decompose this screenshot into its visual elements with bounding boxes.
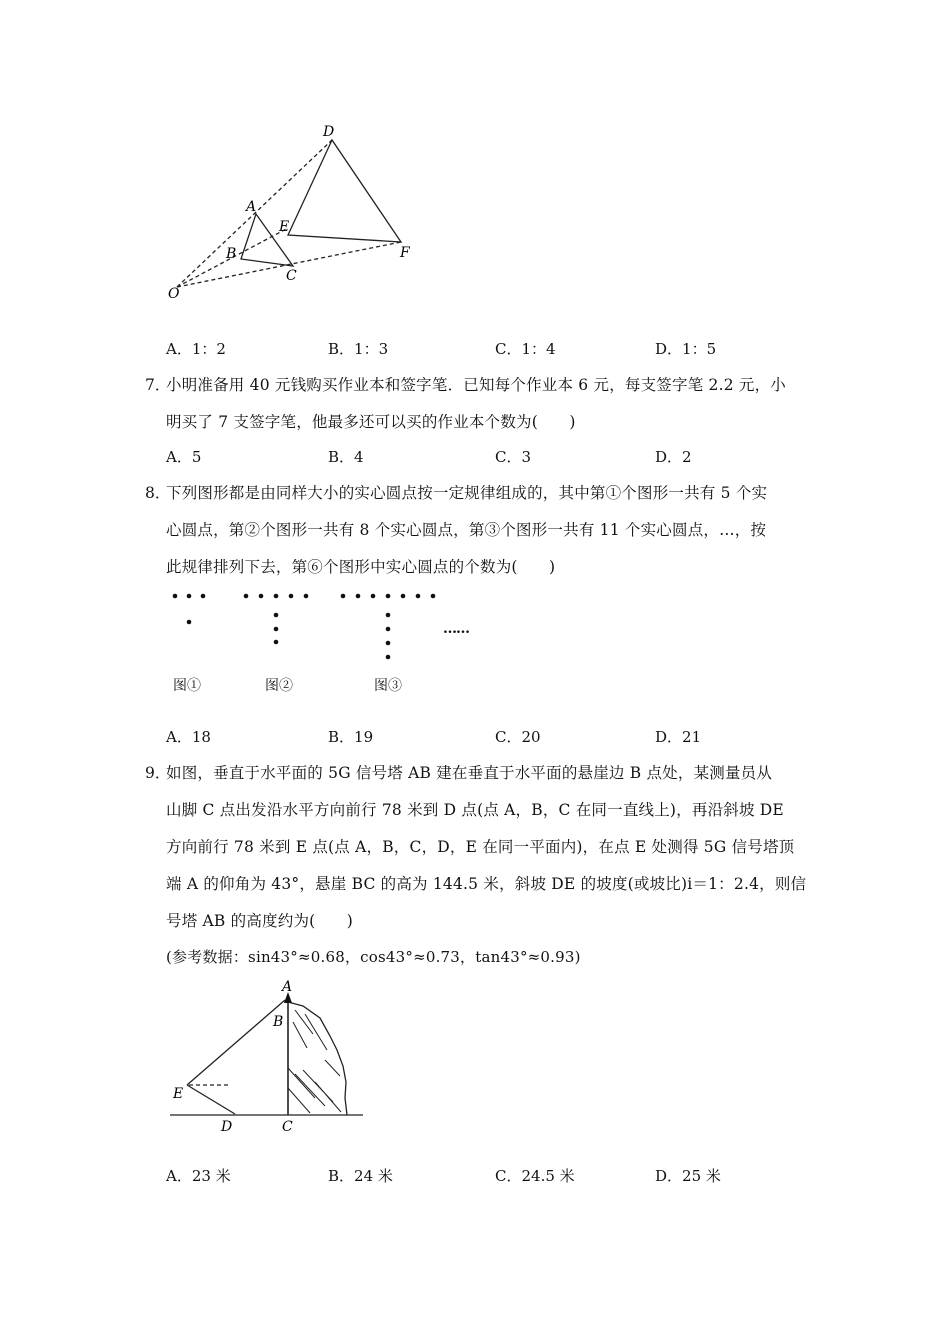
q8-dot-figures [165, 585, 485, 670]
q9-line-4: 端 A 的仰角为 43°，悬崖 BC 的高为 144.5 米，斜坡 DE 的坡度(或坡比)i＝1：2.4，则信 [166, 875, 807, 893]
triangle-def [288, 140, 401, 242]
q9-option-b[interactable]: B．24 米 [328, 1167, 393, 1185]
q8-caption-1: 图① [173, 678, 201, 694]
q8-caption-2: 图② [265, 678, 293, 694]
cliff-hatching [288, 1010, 341, 1113]
q6-option-a[interactable]: A．1：2 [166, 340, 226, 358]
label-d: D [323, 124, 335, 140]
q7-option-a[interactable]: A．5 [166, 448, 202, 466]
label-e: E [173, 1086, 184, 1102]
q6-option-d[interactable]: D．1：5 [655, 340, 717, 358]
sight-line [187, 1000, 285, 1085]
q9-number: 9． [145, 764, 171, 782]
label-b: B [273, 1014, 284, 1030]
q8-caption-3: 图③ [374, 678, 402, 694]
q7-number: 7． [145, 376, 171, 394]
q9-line-2: 山脚 C 点出发沿水平方向前行 78 米到 D 点(点 A，B，C 在同一直线上)，再沿斜坡 DE [166, 801, 784, 819]
q9-option-a[interactable]: A．23 米 [166, 1167, 231, 1185]
q9-line-5: 号塔 AB 的高度约为( ) [166, 912, 354, 930]
q7-line-1: 小明准备用 40 元钱购买作业本和签字笔．已知每个作业本 6 元，每支签字笔 2.2 元，小 [166, 376, 786, 394]
q8-number: 8． [145, 484, 171, 502]
q8-ellipsis: …… [443, 621, 469, 637]
label-c: C [286, 268, 297, 284]
label-b: B [226, 246, 237, 262]
q7-option-b[interactable]: B．4 [328, 448, 364, 466]
label-o: O [168, 286, 180, 302]
label-f: F [400, 245, 410, 261]
q8-line-3: 此规律排列下去，第⑥个图形中实心圆点的个数为( ) [166, 558, 556, 576]
label-d: D [221, 1119, 233, 1135]
label-c: C [282, 1119, 293, 1135]
q9-option-c[interactable]: C．24.5 米 [495, 1167, 575, 1185]
q8-option-a[interactable]: A．18 [166, 728, 211, 746]
q9-line-1: 如图，垂直于水平面的 5G 信号塔 AB 建在垂直于水平面的悬崖边 B 点处，某测量员从 [166, 764, 773, 782]
label-a: A [282, 979, 293, 995]
q9-reference: (参考数据：sin43°≈0.68，cos43°≈0.73，tan43°≈0.93) [166, 948, 581, 966]
q6-figure [160, 118, 420, 308]
label-a: A [246, 199, 257, 215]
q6-option-b[interactable]: B．1：3 [328, 340, 389, 358]
q9-option-d[interactable]: D．25 米 [655, 1167, 721, 1185]
q8-option-c[interactable]: C．20 [495, 728, 541, 746]
q7-option-d[interactable]: D．2 [655, 448, 692, 466]
q9-line-3: 方向前行 78 米到 E 点(点 A，B，C，D，E 在同一平面内)，在点 E 处测得 5G 信号塔顶 [166, 838, 795, 856]
q8-option-d[interactable]: D．21 [655, 728, 702, 746]
q7-line-2: 明买了 7 支签字笔，他最多还可以买的作业本个数为( ) [166, 413, 576, 431]
slope-line [187, 1085, 235, 1114]
label-e: E [279, 219, 290, 235]
q6-option-c[interactable]: C．1：4 [495, 340, 556, 358]
q8-option-b[interactable]: B．19 [328, 728, 374, 746]
q9-figure [165, 978, 370, 1138]
q8-line-1: 下列图形都是由同样大小的实心圆点按一定规律组成的，其中第①个图形一共有 5 个实 [166, 484, 768, 502]
q7-option-c[interactable]: C．3 [495, 448, 532, 466]
q8-line-2: 心圆点，第②个图形一共有 8 个实心圆点，第③个图形一共有 11 个实心圆点，…，按 [166, 521, 767, 539]
